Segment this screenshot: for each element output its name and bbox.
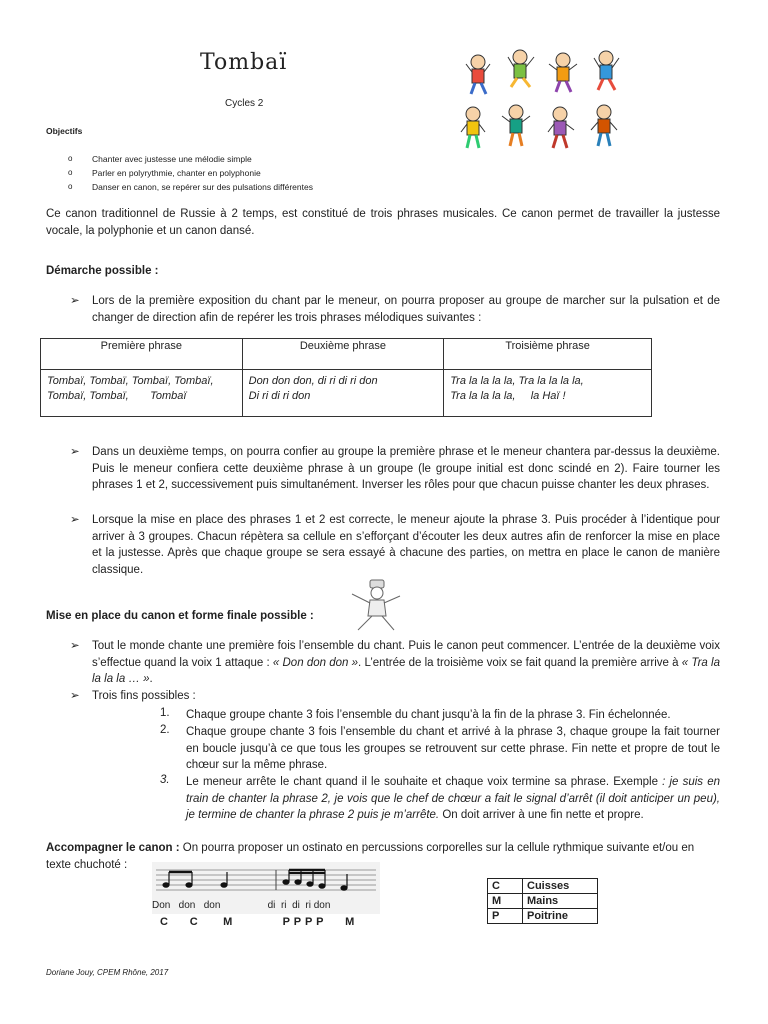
list-item: o Parler en polyrythmie, chanter en polyphonie: [68, 168, 261, 178]
table-header: Troisième phrase: [444, 339, 652, 370]
rhythm-syllables: Don don don di ri di ri don: [152, 900, 331, 911]
russian-dancer-illustration: [346, 578, 406, 636]
demarche-item-1: ➢ Lors de la première exposition du chant par le meneur, on pourra proposer au groupe de marcher sur la pulsation et de changer de direction afin de repérer les trois phrases mélodiques suivantes :: [70, 295, 720, 324]
arrow-bullet-icon: ➢: [70, 514, 80, 526]
ending-3: 3. Le meneur arrête le chant quand il le souhaite et chaque voix termine sa phrase. Exemple : je suis en train de chanter la phrase 2, je vois que le chef de chœur a fait le signal d’arrêt (il doit anticiper un peu), je termine de chanter la phrase 2 puis je m’arrête. On doit arriver à une fin nette et propre.: [160, 774, 720, 821]
ending-2: 2. Chaque groupe chante 3 fois l’ensemble du chant et arrivé à la phrase 3, chaque groupe la fait tourner en boucle jusqu’à ce que tous les groupes se retrouvent sur cette phrase. Fin nette et propre de tout le chœur sur la même phrase.: [160, 724, 720, 771]
arrow-bullet-icon: ➢: [70, 640, 80, 652]
cycle-label: Cycles 2: [225, 98, 264, 109]
accompany-paragraph: Accompagner le canon : On pourra proposer un ostinato en percussions corporelles sur la cellule rythmique suivante et/ou en texte chuchoté :: [46, 842, 695, 871]
objectives-heading: Objectifs: [46, 126, 83, 136]
intro-paragraph: Ce canon traditionnel de Russie à 2 temps, est constitué de trois phrases musicales. Ce canon permet de travailler la justesse vocale, la polyphonie et un canon dansé.: [46, 208, 720, 237]
circle-bullet-icon: o: [68, 154, 73, 163]
demarche-item-2: ➢ Dans un deuxième temps, on pourra confier au groupe la première phrase et le meneur chantera par-dessus la deuxième. Puis le meneur confiera cette deuxième phrase à un groupe (le groupe initial est donc scindé en 2). Faire tourner les phrases 1 et 2, successivement puis simultanément. Inverser les rôles pour que chacun puisse chanter les deux phrases.: [70, 446, 720, 491]
demarche-heading: Démarche possible :: [46, 265, 159, 277]
mise-item-2: ➢ Trois fins possibles :: [72, 688, 720, 705]
percussion-letters: C C M P P P P M: [160, 916, 355, 928]
circle-bullet-icon: o: [68, 168, 73, 177]
phrases-table: [40, 338, 652, 417]
table-row: C Cuisses: [488, 879, 598, 894]
page-title: Tombaï: [200, 50, 288, 75]
percussion-legend-table: [487, 878, 598, 924]
table-header: Deuxième phrase: [242, 339, 444, 370]
list-item: o Danser en canon, se repérer sur des pulsations différentes: [68, 182, 313, 192]
objectives-list: [60, 152, 313, 194]
arrow-bullet-icon: ➢: [70, 446, 80, 458]
table-cell: Don don don, di ri di ri don Di ri di ri don: [242, 370, 444, 417]
table-row: P Poitrine: [488, 909, 598, 924]
ending-1: 1. Chaque groupe chante 3 fois l’ensemble du chant jusqu’à la fin de la phrase 3. Fin échelonnée.: [160, 707, 671, 721]
footer-credit: Doriane Jouy, CPEM Rhône, 2017: [46, 968, 169, 977]
demarche-item-3: ➢ Lorsque la mise en place des phrases 1 et 2 est correcte, le meneur ajoute la phrase 3. Puis procéder à l’identique pour arriver à 3 groupes. Chacun répètera sa cellule en s’efforçant d’écouter les deux autres afin de renforcer la mise en place et la justesse. Après que chaque groupe se sera essayé à chacune des parties, on mettra en place le canon de manière classique.: [70, 514, 720, 576]
arrow-bullet-icon: ➢: [70, 690, 80, 702]
mise-heading: Mise en place du canon et forme finale possible :: [46, 610, 314, 622]
dancing-children-illustration: [456, 44, 636, 164]
circle-bullet-icon: o: [68, 182, 73, 191]
arrow-bullet-icon: ➢: [70, 295, 80, 307]
mise-item-1: ➢ Tout le monde chante une première fois l’ensemble du chant. Puis le canon peut commencer. L’entrée de la deuxième voix s’effectue quand la voix 1 attaque : « Don don don ». L’entrée de la troisième voix se fait quand la première arrive à « Tra la la la la … ».: [70, 640, 720, 685]
table-header: Première phrase: [41, 339, 243, 370]
table-cell: Tombaï, Tombaï, Tombaï, Tombaï, Tombaï, Tombaï, Tombaï: [41, 370, 243, 417]
table-row: M Mains: [488, 894, 598, 909]
table-cell: Tra la la la la, Tra la la la la, Tra la la la la, la Haï !: [444, 370, 652, 417]
list-item: o Chanter avec justesse une mélodie simple: [68, 154, 252, 164]
